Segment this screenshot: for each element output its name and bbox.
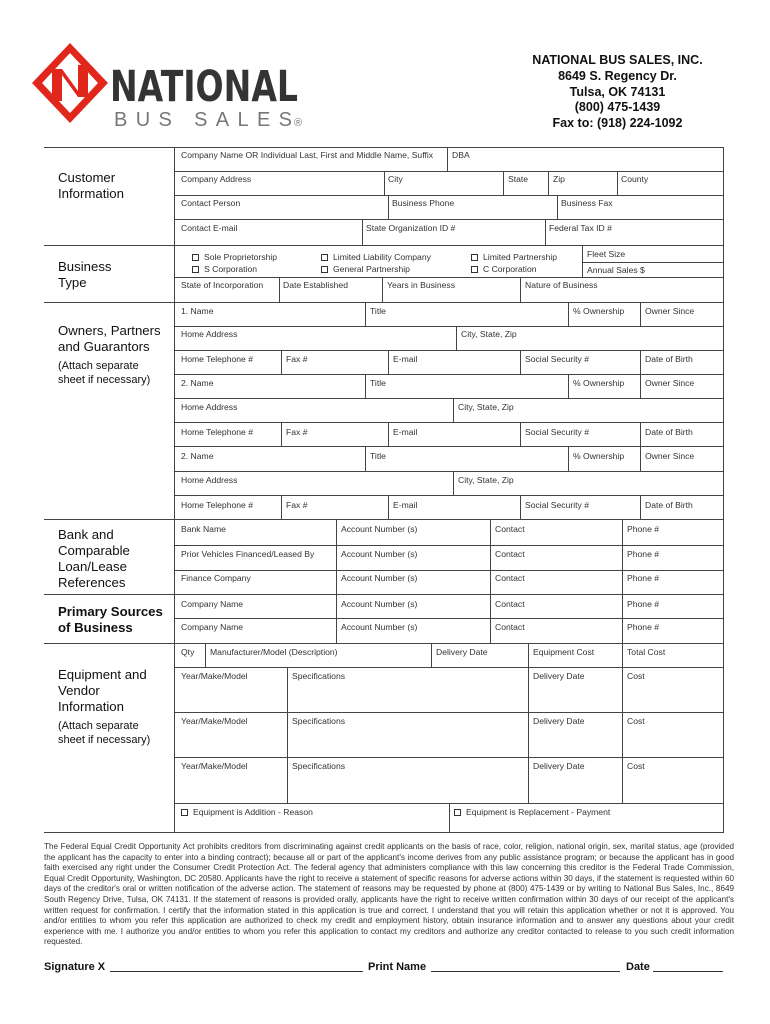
finance-company-phone[interactable]: Phone # bbox=[627, 573, 660, 583]
equipment-delivery-date[interactable]: Delivery Date bbox=[436, 647, 488, 657]
section-customer-information: Customer Information bbox=[58, 170, 124, 201]
prior-vehicles-phone[interactable]: Phone # bbox=[627, 549, 660, 559]
field-business-phone[interactable]: Business Phone bbox=[392, 198, 455, 208]
primary1-phone[interactable]: Phone # bbox=[627, 599, 660, 609]
equipment1-year-make-model[interactable]: Year/Make/Model bbox=[181, 671, 248, 681]
primary2-company-name[interactable]: Company Name bbox=[181, 622, 244, 632]
equipment-manufacturer-model[interactable]: Manufacturer/Model (Description) bbox=[210, 647, 338, 657]
owner2-owner-since[interactable]: Owner Since bbox=[645, 378, 695, 388]
primary1-account-number[interactable]: Account Number (s) bbox=[341, 599, 418, 609]
owner3-email[interactable]: E-mail bbox=[393, 500, 418, 510]
section-divider bbox=[44, 594, 174, 595]
checkbox-box[interactable] bbox=[471, 266, 478, 273]
field-city[interactable]: City bbox=[388, 174, 403, 184]
owner3-dob[interactable]: Date of Birth bbox=[645, 500, 693, 510]
print-name-line[interactable] bbox=[431, 971, 620, 972]
equipment-cost[interactable]: Equipment Cost bbox=[533, 647, 595, 657]
field-annual-sales[interactable]: Annual Sales $ bbox=[587, 265, 645, 275]
owner1-ownership[interactable]: % Ownership bbox=[573, 306, 625, 316]
company-address-block bbox=[490, 53, 745, 132]
owner1-home-address[interactable]: Home Address bbox=[181, 329, 238, 339]
owner2-title[interactable]: Title bbox=[370, 378, 386, 388]
company-fax: Fax to: (918) 224-1092 bbox=[552, 116, 683, 131]
equipment3-delivery-date[interactable]: Delivery Date bbox=[533, 761, 585, 771]
date-line[interactable] bbox=[653, 971, 723, 972]
equipment1-specifications[interactable]: Specifications bbox=[292, 671, 346, 681]
company-city: Tulsa, OK 74131 bbox=[569, 84, 666, 99]
field-zip[interactable]: Zip bbox=[553, 174, 565, 184]
equipment1-delivery-date[interactable]: Delivery Date bbox=[533, 671, 585, 681]
signature-line[interactable] bbox=[110, 971, 363, 972]
owner1-home-telephone[interactable]: Home Telephone # bbox=[181, 354, 253, 364]
owner3-ssn[interactable]: Social Security # bbox=[525, 500, 590, 510]
owner3-fax[interactable]: Fax # bbox=[286, 500, 308, 510]
logo-word-national: NATIONAL bbox=[110, 62, 298, 112]
section-divider bbox=[44, 147, 174, 148]
owner3-city-state-zip[interactable]: City, State, Zip bbox=[458, 475, 514, 485]
section-divider bbox=[44, 302, 174, 303]
field-federal-tax-id[interactable]: Federal Tax ID # bbox=[549, 223, 612, 233]
checkbox-box[interactable] bbox=[192, 254, 199, 261]
prior-vehicles-contact[interactable]: Contact bbox=[495, 549, 525, 559]
company-street: 8649 S. Regency Dr. bbox=[558, 68, 677, 83]
checkbox-llc[interactable]: Limited Liability Company bbox=[321, 252, 431, 263]
field-state[interactable]: State bbox=[508, 174, 529, 184]
field-state-org-id[interactable]: State Organization ID # bbox=[366, 223, 456, 233]
owner2-name[interactable]: 2. Name bbox=[181, 378, 214, 388]
checkbox-box[interactable] bbox=[471, 254, 478, 261]
primary2-phone[interactable]: Phone # bbox=[627, 622, 660, 632]
section-owners-attach-note: (Attach separate sheet if necessary) bbox=[58, 360, 151, 386]
form-right-border bbox=[723, 147, 724, 832]
owner3-name[interactable]: 2. Name bbox=[181, 451, 214, 461]
owner2-email[interactable]: E-mail bbox=[393, 427, 418, 437]
owner1-name[interactable]: 1. Name bbox=[181, 306, 214, 316]
bank-contact[interactable]: Contact bbox=[495, 524, 525, 534]
equipment2-delivery-date[interactable]: Delivery Date bbox=[533, 716, 585, 726]
equipment3-specifications[interactable]: Specifications bbox=[292, 761, 346, 771]
owner2-ssn[interactable]: Social Security # bbox=[525, 427, 590, 437]
field-contact-email[interactable]: Contact E-mail bbox=[181, 223, 238, 233]
owner1-ssn[interactable]: Social Security # bbox=[525, 354, 590, 364]
logo-word-bus-sales: BUS SALES bbox=[114, 109, 292, 131]
bank-phone[interactable]: Phone # bbox=[627, 524, 660, 534]
owner1-fax[interactable]: Fax # bbox=[286, 354, 308, 364]
owner2-home-address[interactable]: Home Address bbox=[181, 402, 238, 412]
owner2-fax[interactable]: Fax # bbox=[286, 427, 308, 437]
date-label: Date bbox=[626, 961, 650, 973]
owner2-city-state-zip[interactable]: City, State, Zip bbox=[458, 402, 514, 412]
owner3-title[interactable]: Title bbox=[370, 451, 386, 461]
owner2-home-telephone[interactable]: Home Telephone # bbox=[181, 427, 253, 437]
section-divider bbox=[44, 519, 174, 520]
checkbox-equipment-replacement[interactable]: Equipment is Replacement - Payment bbox=[454, 807, 610, 818]
checkbox-equipment-addition[interactable]: Equipment is Addition - Reason bbox=[181, 807, 313, 818]
owner2-ownership[interactable]: % Ownership bbox=[573, 378, 625, 388]
finance-company-account-number[interactable]: Account Number (s) bbox=[341, 573, 418, 583]
primary2-contact[interactable]: Contact bbox=[495, 622, 525, 632]
equipment3-year-make-model[interactable]: Year/Make/Model bbox=[181, 761, 248, 771]
section-divider bbox=[44, 832, 724, 833]
checkbox-box[interactable] bbox=[181, 809, 188, 816]
logo-registered-mark: ® bbox=[294, 117, 303, 129]
checkbox-c-corporation[interactable]: C Corporation bbox=[471, 264, 537, 275]
section-owners-title: Owners, Partners and Guarantors bbox=[58, 323, 161, 354]
checkbox-box[interactable] bbox=[321, 254, 328, 261]
section-owners bbox=[58, 323, 168, 387]
field-business-fax[interactable]: Business Fax bbox=[561, 198, 613, 208]
owner2-dob[interactable]: Date of Birth bbox=[645, 427, 693, 437]
equipment2-cost[interactable]: Cost bbox=[627, 716, 645, 726]
section-equipment bbox=[58, 667, 168, 747]
company-name: NATIONAL BUS SALES, INC. bbox=[532, 53, 703, 67]
owner3-home-telephone[interactable]: Home Telephone # bbox=[181, 500, 253, 510]
bank-account-number[interactable]: Account Number (s) bbox=[341, 524, 418, 534]
checkbox-box[interactable] bbox=[192, 266, 199, 273]
owner1-dob[interactable]: Date of Birth bbox=[645, 354, 693, 364]
checkbox-box[interactable] bbox=[321, 266, 328, 273]
field-contact-person[interactable]: Contact Person bbox=[181, 198, 241, 208]
signature-label: Signature X bbox=[44, 961, 106, 973]
owner3-ownership[interactable]: % Ownership bbox=[573, 451, 625, 461]
field-company-address[interactable]: Company Address bbox=[181, 174, 252, 184]
field-fleet-size[interactable]: Fleet Size bbox=[587, 249, 626, 259]
company-phone: (800) 475-1439 bbox=[574, 100, 661, 115]
field-county[interactable]: County bbox=[621, 174, 649, 184]
owner1-owner-since[interactable]: Owner Since bbox=[645, 306, 695, 316]
owner3-home-address[interactable]: Home Address bbox=[181, 475, 238, 485]
equipment1-cost[interactable]: Cost bbox=[627, 671, 645, 681]
equipment-total-cost[interactable]: Total Cost bbox=[627, 647, 666, 657]
finance-company[interactable]: Finance Company bbox=[181, 573, 251, 583]
equipment3-cost[interactable]: Cost bbox=[627, 761, 645, 771]
checkbox-s-corporation[interactable]: S Corporation bbox=[192, 264, 257, 275]
owner3-owner-since[interactable]: Owner Since bbox=[645, 451, 695, 461]
ecoa-disclaimer-text: The Federal Equal Credit Opportunity Act prohibits creditors from discriminating against credit applicants on the basis of race, color, religion, national origin, sex, marital status, age (provided the applicant has the capacity to enter into a binding contract); because all or part of the applicant's income derives from any public assistance program; or because the applicant has in good faith exercised any right under the Consumer Credit Protection Act. The federal agency that administers compliance with this law concerning this creditor is the Federal Trade Commission, Equal Credit Opportunity, Washington, DC 20580. Applicants have the right to receive a statement of specific reasons for adverse actions within 30 days, if the statement is requested within 60 days of the creditor's oral or written notification of the adverse action. The statement of reasons may be requested by phone at (800) 475-1439 or by writing to National Bus Sales, Inc., 8649 South Regency Drive, Tulsa, OK 74131. If the statement of reasons is provided orally, applicants have the right to receive written confirmation within 30 days of our receipt of the applicant's written request for confirmation. I certify that the information stated in this application is true and correct. I understand that you will retain this application whether or not it is approved. You and/or entities to whom you refer this application are authorized to check my credit and employment history, obtain insurance information and to answer any questions about your credit experience with me. I authorize you and/or entities to whom you refer this application to contact my creditors and authorize any creditor contacted to release to you such credit information requested. bbox=[44, 842, 734, 947]
primary2-account-number[interactable]: Account Number (s) bbox=[341, 622, 418, 632]
owner1-city-state-zip[interactable]: City, State, Zip bbox=[461, 329, 517, 339]
prior-vehicles-financed[interactable]: Prior Vehicles Financed/Leased By bbox=[181, 549, 315, 559]
equipment-qty[interactable]: Qty bbox=[181, 647, 195, 657]
section-bank-references: Bank and Comparable Loan/Lease References bbox=[58, 527, 130, 590]
equipment2-specifications[interactable]: Specifications bbox=[292, 716, 346, 726]
section-divider bbox=[44, 245, 174, 246]
finance-company-contact[interactable]: Contact bbox=[495, 573, 525, 583]
checkbox-general-partnership[interactable]: General Partnership bbox=[321, 264, 410, 275]
field-date-established[interactable]: Date Established bbox=[283, 280, 348, 290]
section-business-type: Business Type bbox=[58, 259, 112, 290]
national-bus-sales-logo bbox=[32, 43, 322, 143]
bank-name[interactable]: Bank Name bbox=[181, 524, 226, 534]
section-divider bbox=[44, 643, 174, 644]
field-dba[interactable]: DBA bbox=[452, 150, 470, 160]
owner1-email[interactable]: E-mail bbox=[393, 354, 418, 364]
section-primary-sources: Primary Sources of Business bbox=[58, 604, 163, 635]
checkbox-box[interactable] bbox=[454, 809, 461, 816]
field-nature-of-business[interactable]: Nature of Business bbox=[525, 280, 598, 290]
owner1-title[interactable]: Title bbox=[370, 306, 386, 316]
field-company-name[interactable]: Company Name OR Individual Last, First and Middle Name, Suffix bbox=[181, 150, 434, 160]
primary1-contact[interactable]: Contact bbox=[495, 599, 525, 609]
section-equipment-attach-note: (Attach separate sheet if necessary) bbox=[58, 720, 151, 746]
checkbox-limited-partnership[interactable]: Limited Partnership bbox=[471, 252, 557, 263]
print-name-label: Print Name bbox=[368, 961, 427, 973]
checkbox-sole-proprietorship[interactable]: Sole Proprietorship bbox=[192, 252, 277, 263]
primary1-company-name[interactable]: Company Name bbox=[181, 599, 244, 609]
form-left-border bbox=[174, 147, 175, 832]
section-equipment-title: Equipment and Vendor Information bbox=[58, 667, 147, 714]
equipment2-year-make-model[interactable]: Year/Make/Model bbox=[181, 716, 248, 726]
field-years-in-business[interactable]: Years in Business bbox=[387, 280, 455, 290]
prior-vehicles-account-number[interactable]: Account Number (s) bbox=[341, 549, 418, 559]
field-state-of-incorporation[interactable]: State of Incorporation bbox=[181, 280, 264, 290]
form-top-border bbox=[174, 147, 724, 148]
